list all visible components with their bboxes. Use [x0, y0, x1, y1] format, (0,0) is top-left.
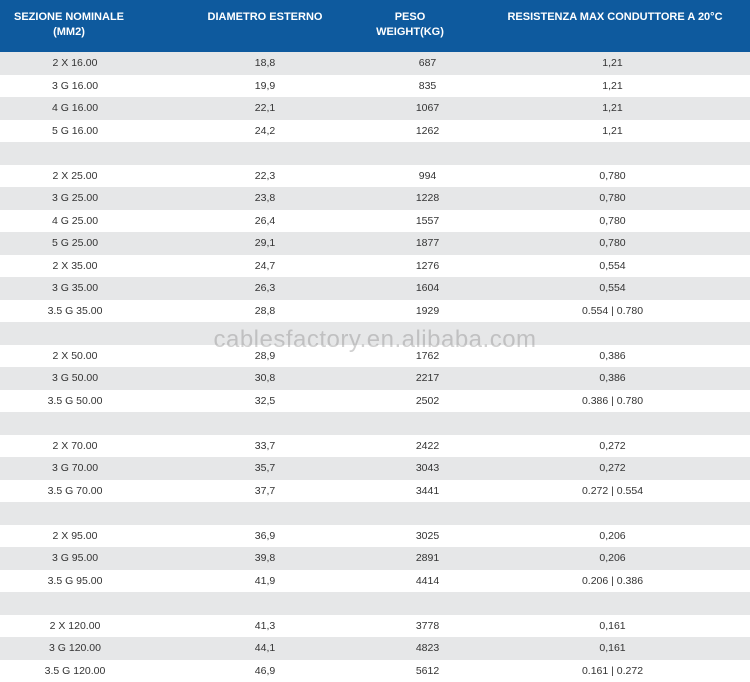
cell-peso: 2422 — [370, 435, 485, 458]
table-row — [0, 255, 750, 278]
cell-peso: 3043 — [370, 457, 485, 480]
cell-resistenza: 0,206 — [520, 547, 705, 570]
header-peso — [360, 10, 460, 40]
cell-resistenza: 0.386 | 0.780 — [520, 390, 705, 413]
cell-sezione: 2 X 95.00 — [14, 525, 136, 548]
table-row — [0, 435, 750, 458]
cell-sezione: 3.5 G 120.00 — [14, 660, 136, 682]
cell-peso: 3025 — [370, 525, 485, 548]
table-row — [0, 300, 750, 323]
cell-peso: 1877 — [370, 232, 485, 255]
cell-peso: 1604 — [370, 277, 485, 300]
header-sezione-line2: (MM2) — [14, 25, 124, 40]
cell-diametro: 24,2 — [200, 120, 330, 143]
cell-resistenza: 0.206 | 0.386 — [520, 570, 705, 593]
cell-peso: 835 — [370, 75, 485, 98]
cell-sezione: 3 G 120.00 — [14, 637, 136, 660]
cell-sezione: 4 G 25.00 — [14, 210, 136, 233]
cell-diametro: 46,9 — [200, 660, 330, 682]
cell-sezione: 3 G 70.00 — [14, 457, 136, 480]
cell-sezione: 3.5 G 95.00 — [14, 570, 136, 593]
cell-resistenza: 0,780 — [520, 210, 705, 233]
table-row — [0, 187, 750, 210]
table-row — [0, 457, 750, 480]
table-row — [0, 525, 750, 548]
cell-diametro: 26,4 — [200, 210, 330, 233]
cell-peso: 3778 — [370, 615, 485, 638]
cell-peso: 687 — [370, 52, 485, 75]
cell-diametro: 37,7 — [200, 480, 330, 503]
table-row — [0, 592, 750, 615]
cell-resistenza: 1,21 — [520, 75, 705, 98]
table-header — [0, 0, 750, 52]
cell-diametro: 28,8 — [200, 300, 330, 323]
table-row — [0, 502, 750, 525]
cell-diametro: 30,8 — [200, 367, 330, 390]
table-row — [0, 210, 750, 233]
cell-sezione: 3 G 25.00 — [14, 187, 136, 210]
table-row — [0, 165, 750, 188]
cell-sezione: 2 X 25.00 — [14, 165, 136, 188]
cell-resistenza: 0,272 — [520, 457, 705, 480]
cell-peso: 5612 — [370, 660, 485, 682]
cell-sezione: 3 G 50.00 — [14, 367, 136, 390]
cell-peso: 1929 — [370, 300, 485, 323]
cell-diametro: 44,1 — [200, 637, 330, 660]
cell-peso: 994 — [370, 165, 485, 188]
cell-resistenza: 0,161 — [520, 637, 705, 660]
table-body — [0, 52, 750, 682]
cell-sezione: 2 X 35.00 — [14, 255, 136, 278]
cell-sezione: 3.5 G 70.00 — [14, 480, 136, 503]
cell-resistenza: 0,780 — [520, 165, 705, 188]
cell-sezione: 5 G 25.00 — [14, 232, 136, 255]
watermark-text: cablesfactory.en.alibaba.com — [0, 326, 750, 354]
cell-sezione: 2 X 16.00 — [14, 52, 136, 75]
cell-peso: 1067 — [370, 97, 485, 120]
table-row — [0, 367, 750, 390]
cell-diametro: 39,8 — [200, 547, 330, 570]
header-sezione-line1: SEZIONE NOMINALE — [14, 10, 124, 25]
cell-diametro: 32,5 — [200, 390, 330, 413]
cell-resistenza: 0,554 — [520, 255, 705, 278]
header-diametro-esterno: DIAMETRO ESTERNO — [195, 10, 335, 25]
cell-resistenza: 0,780 — [520, 187, 705, 210]
header-peso-line1: PESO — [360, 10, 460, 25]
cell-peso: 2891 — [370, 547, 485, 570]
cell-peso: 1228 — [370, 187, 485, 210]
header-resistenza: RESISTENZA MAX CONDUTTORE A 20°C — [490, 10, 740, 25]
cell-sezione: 3 G 16.00 — [14, 75, 136, 98]
cell-diametro: 22,3 — [200, 165, 330, 188]
cell-sezione: 4 G 16.00 — [14, 97, 136, 120]
cell-diametro: 22,1 — [200, 97, 330, 120]
table-row — [0, 547, 750, 570]
cell-diametro: 33,7 — [200, 435, 330, 458]
table-row — [0, 232, 750, 255]
table-row — [0, 570, 750, 593]
cell-diametro: 19,9 — [200, 75, 330, 98]
cell-resistenza: 1,21 — [520, 52, 705, 75]
cell-peso: 1276 — [370, 255, 485, 278]
table-row — [0, 75, 750, 98]
table-row — [0, 615, 750, 638]
table-row — [0, 390, 750, 413]
cell-resistenza: 0.272 | 0.554 — [520, 480, 705, 503]
cell-sezione: 2 X 120.00 — [14, 615, 136, 638]
cell-diametro: 41,9 — [200, 570, 330, 593]
cell-sezione: 5 G 16.00 — [14, 120, 136, 143]
cell-peso: 1762 — [370, 345, 485, 368]
cell-resistenza: 0,161 — [520, 615, 705, 638]
cell-resistenza: 0,386 — [520, 345, 705, 368]
cell-peso: 1262 — [370, 120, 485, 143]
cell-resistenza: 1,21 — [520, 97, 705, 120]
cell-sezione: 3 G 95.00 — [14, 547, 136, 570]
header-peso-line2: WEIGHT(KG) — [360, 25, 460, 40]
cell-peso: 4823 — [370, 637, 485, 660]
table-row — [0, 412, 750, 435]
table-row — [0, 480, 750, 503]
cell-resistenza: 1,21 — [520, 120, 705, 143]
cell-diametro: 24,7 — [200, 255, 330, 278]
table-row — [0, 277, 750, 300]
cell-diametro: 23,8 — [200, 187, 330, 210]
cell-peso: 2502 — [370, 390, 485, 413]
table-row — [0, 97, 750, 120]
cell-resistenza: 0,554 — [520, 277, 705, 300]
cell-diametro: 41,3 — [200, 615, 330, 638]
cell-peso: 4414 — [370, 570, 485, 593]
cell-diametro: 18,8 — [200, 52, 330, 75]
cell-diametro: 28,9 — [200, 345, 330, 368]
cell-resistenza: 0.554 | 0.780 — [520, 300, 705, 323]
cell-sezione: 2 X 70.00 — [14, 435, 136, 458]
cell-peso: 3441 — [370, 480, 485, 503]
cell-sezione: 3.5 G 50.00 — [14, 390, 136, 413]
cell-resistenza: 0.161 | 0.272 — [520, 660, 705, 682]
cell-diametro: 36,9 — [200, 525, 330, 548]
cell-resistenza: 0,780 — [520, 232, 705, 255]
cell-resistenza: 0,272 — [520, 435, 705, 458]
cell-peso: 1557 — [370, 210, 485, 233]
cell-peso: 2217 — [370, 367, 485, 390]
cell-sezione: 3 G 35.00 — [14, 277, 136, 300]
cell-sezione: 3.5 G 35.00 — [14, 300, 136, 323]
table-row — [0, 637, 750, 660]
table-row — [0, 120, 750, 143]
cell-resistenza: 0,386 — [520, 367, 705, 390]
cell-resistenza: 0,206 — [520, 525, 705, 548]
cell-diametro: 35,7 — [200, 457, 330, 480]
cell-diametro: 26,3 — [200, 277, 330, 300]
header-sezione-nominale — [14, 10, 124, 40]
cell-sezione: 2 X 50.00 — [14, 345, 136, 368]
cell-diametro: 29,1 — [200, 232, 330, 255]
table-row — [0, 52, 750, 75]
table-row — [0, 142, 750, 165]
